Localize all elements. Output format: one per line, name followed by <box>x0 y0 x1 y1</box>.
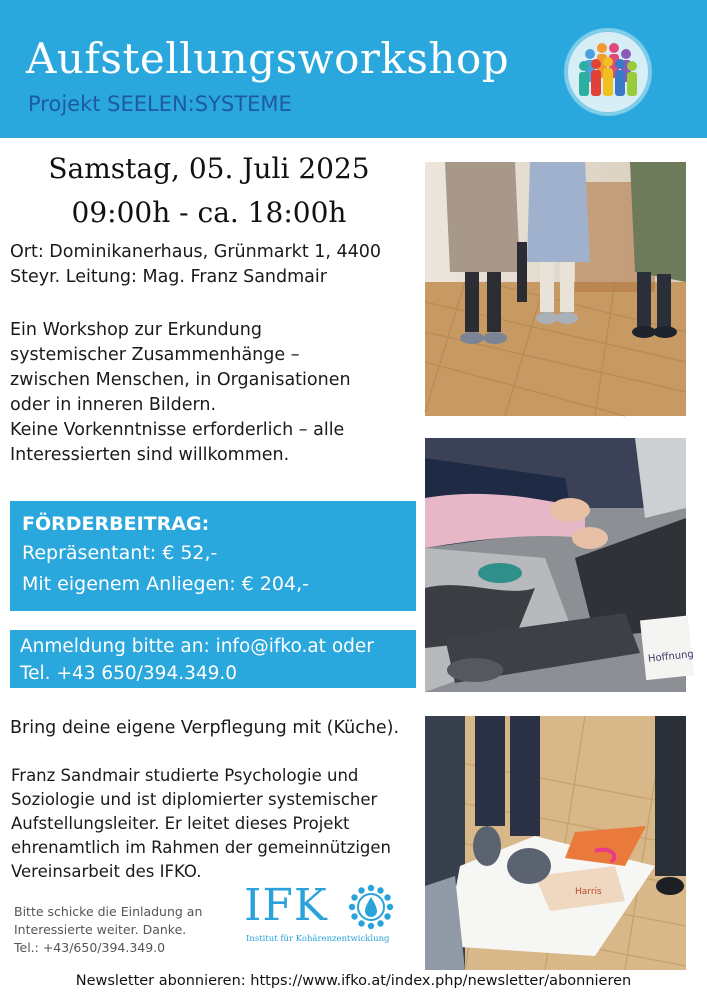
bio-line: Soziologie und ist diplomierter systemischer <box>11 790 378 809</box>
card-label-hoffnung: Hoffnung <box>647 649 695 665</box>
share-note-phone: Tel.: +43/650/394.349.0 <box>14 940 166 955</box>
location-line: Steyr. Leitung: Mag. Franz Sandmair <box>10 267 327 287</box>
workshop-photo-hands <box>425 438 695 692</box>
fee-own-issue: Mit eigenem Anliegen: € 204,- <box>22 573 309 595</box>
registration-phone[interactable]: Tel. +43 650/394.349.0 <box>20 663 238 684</box>
people-group-icon <box>564 28 652 116</box>
page-subtitle: Projekt SEELEN:SYSTEME <box>28 92 292 116</box>
description-line: Keine Vorkenntnisse erforderlich – alle <box>10 420 345 440</box>
header-banner <box>0 0 707 138</box>
bio-line: Franz Sandmair studierte Psychologie und <box>11 766 359 785</box>
workshop-photo-circle <box>425 162 686 416</box>
event-location <box>10 240 381 290</box>
food-note: Bring deine eigene Verpflegung mit (Küche). <box>10 718 400 738</box>
share-note-line: Bitte schicke die Einladung an <box>14 904 203 919</box>
registration-box <box>10 630 416 688</box>
event-time: 09:00h - ca. 18:00h <box>71 196 347 229</box>
fee-representative: Repräsentant: € 52,- <box>22 542 218 564</box>
location-line: Ort: Dominikanerhaus, Grünmarkt 1, 4400 <box>10 242 382 262</box>
leader-bio <box>11 764 391 884</box>
description-line: oder in inneren Bildern. <box>10 395 217 415</box>
bio-line: Vereinsarbeit des IFKO. <box>11 862 202 881</box>
ifko-logo <box>244 880 399 950</box>
ifko-logo-letters: IFK <box>244 880 328 931</box>
flower-water-drop-icon <box>348 884 394 930</box>
description-line: systemischer Zusammenhänge – <box>10 345 300 365</box>
page-title: Aufstellungsworkshop <box>26 34 510 83</box>
newsletter-link[interactable]: Newsletter abonnieren: https://www.ifko.at/index.php/newsletter/abonnieren <box>75 973 632 989</box>
fees-box <box>10 501 416 611</box>
description-line: Interessierten sind willkommen. <box>10 445 290 465</box>
workshop-description <box>10 318 351 468</box>
fees-heading: FÖRDERBEITRAG: <box>22 513 210 535</box>
ifko-tagline: Institut für Kohärenzentwicklung <box>246 934 390 944</box>
description-line: zwischen Menschen, in Organisationen <box>10 370 351 390</box>
bio-line: Aufstellungsleiter. Er leitet dieses Projekt <box>11 814 350 833</box>
card-label-harris: Harris <box>575 887 602 897</box>
workshop-photo-feet <box>425 716 686 970</box>
event-date: Samstag, 05. Juli 2025 <box>48 152 370 185</box>
registration-email[interactable]: Anmeldung bitte an: info@ifko.at oder <box>20 636 374 657</box>
share-note <box>14 903 202 957</box>
bio-line: ehrenamtlich im Rahmen der gemeinnützigen <box>11 838 391 857</box>
share-note-line: Interessierte weiter. Danke. <box>14 922 187 937</box>
description-line: Ein Workshop zur Erkundung <box>10 320 262 340</box>
